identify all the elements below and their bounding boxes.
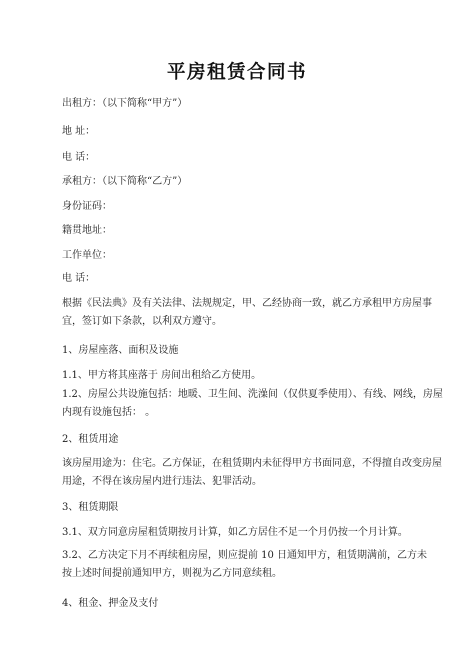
document-title: 平房租赁合同书 [166, 62, 307, 83]
id-number-line: 身份证码： [62, 201, 112, 212]
preamble-paragraph [62, 295, 432, 331]
work-unit-line: 工作单位： [62, 250, 112, 261]
native-address-line: 籍贯地址： [62, 225, 112, 236]
clause-2-line-1: 该房屋用途为：住宅。乙方保证，在租赁期内未征得甲方书面同意，不得擅自改变房屋 [62, 458, 442, 469]
preamble-line-1: 根据《民法典》及有关法律、法规规定，甲、乙经协商一致，就乙方承租甲方房屋事 [62, 298, 432, 309]
clause-1-2-line-2: 内现有设施包括： 。 [62, 407, 156, 418]
clause-3-1: 3.1、双方同意房屋租赁期按月计算，如乙方居住不足一个月仍按一个月计算。 [62, 527, 408, 538]
lessor-phone-line: 电 话： [62, 152, 96, 163]
clause-1-2 [62, 386, 443, 422]
clause-1-2-line-1: 1.2、房屋公共设施包括：地暖、卫生间、洗澡间（仅供夏季使用）、有线、网线，房屋 [62, 389, 443, 400]
section-3-heading: 3、租赁期限 [62, 502, 119, 513]
clause-2-line-2: 用途，不得在该房屋内进行违法、犯罪活动。 [62, 476, 262, 487]
section-2-heading: 2、租赁用途 [62, 434, 119, 445]
clause-3-2-line-1: 3.2、乙方决定下月不再续租房屋，则应提前 10 日通知甲方，租赁期满前，乙方未 [62, 550, 427, 561]
clause-2 [62, 455, 442, 491]
clause-1-1: 1.1、甲方将其座落于 房间出租给乙方使用。 [62, 370, 262, 381]
lessee-phone-line: 电 话： [62, 273, 96, 284]
lessor-line: 出租方：（以下简称“甲方”） [62, 98, 188, 109]
clause-3-2 [62, 547, 427, 583]
section-4-heading: 4、租金、押金及支付 [62, 598, 159, 609]
lessor-address-line: 地 址： [62, 126, 96, 137]
preamble-line-2: 宜，签订如下条款，以利双方遵守。 [62, 316, 222, 327]
clause-3-2-line-2: 按上述时间提前通知甲方，则视为乙方同意续租。 [62, 568, 282, 579]
section-1-heading: 1、房屋座落、面积及设施 [62, 345, 179, 356]
lessee-line: 承租方：（以下简称“乙方”） [62, 176, 188, 187]
